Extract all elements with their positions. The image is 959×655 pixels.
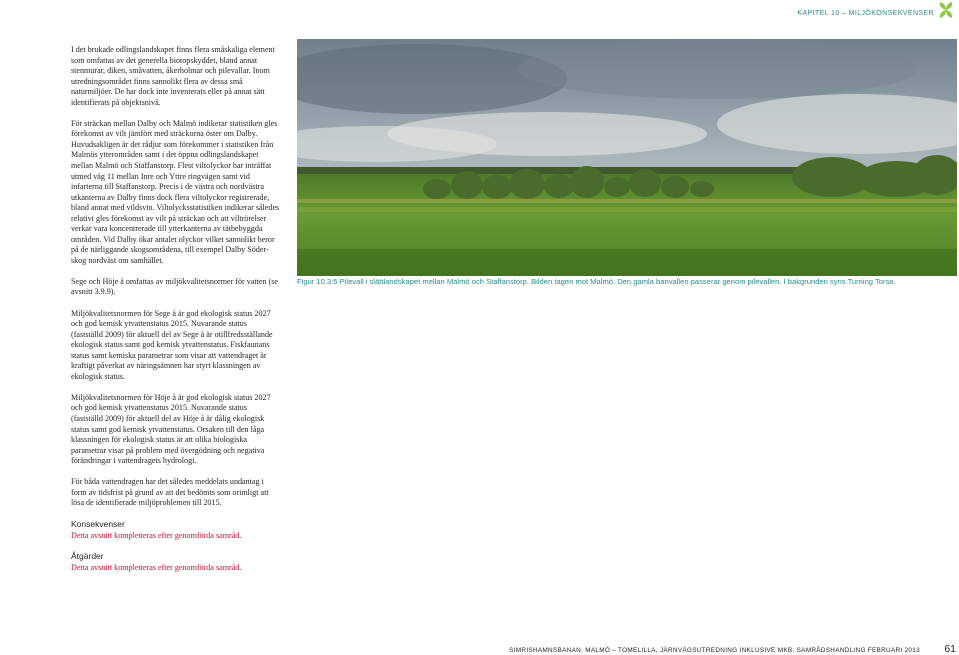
paragraph-hoje-a: Miljökvalitetsnormen för Höje å är god ekologisk status 2027 och god kemisk ytvattenstatus 2015. Nuvarande status (fastställd 2009) för aktuell del av Höje å är dålig ekologisk status samt god kemisk ytvattenstatus. Orsaken till den låga klassningen för ekologisk status är att olika biologiska parametrar visar på problem med övergödning och negativa förändringar i vattendragets hydrologi. <box>71 392 271 466</box>
left-text-column <box>71 45 280 582</box>
paragraph-water-norms: Sege och Höje å omfattas av miljökvalitetsnormer för vatten (se avsnitt 3.9.9). <box>71 276 278 297</box>
atgarder-text: Detta avsnitt kompletteras efter genomförda samråd. <box>71 562 242 572</box>
paragraph-sege-a: Miljökvalitetsnormen för Sege å är god ekologisk status 2027 och god kemisk ytvattenstatus 2015. Nuvarande status (fastställd 2009) för aktuell del av Sege å är otillfredsställande ekologisk status samt god kemisk ytvattenstatus. Fiskfaunans status samt kemiska parametrar som visar att vattendraget är kraftigt påverkat av näringsämnen har styrt klassningen av ekologisk status. <box>71 308 273 381</box>
paragraph-exemption: För båda vattendragen har det således meddelats undantag i form av tidsfrist på grund av att det bedömts som orimligt att lösa de identifierade miljöproblemen till 2015. <box>71 477 269 508</box>
chapter-header: KAPITEL 10 – MILJÖKONSEKVENSER <box>797 10 934 17</box>
heading-konsekvenser: Konsekvenser <box>71 519 125 530</box>
page-number: 61 <box>944 643 956 655</box>
leaf-logo-icon <box>936 1 956 19</box>
paragraph-wildlife: För sträckan mellan Dalby och Malmö indikerar statistiken gles förekomst av vilt jämfört med sträckorna öster om Dalby. Huvudsakligen är det rådjur som förekommer i statistiken från Malmös ytterområden samt i det öppna odlingslandskapet mellan Malmö och Staffanstorp. Flest viltolyckor har inträffat utmed väg 11 mellan Inre och Yttre ringvägen samt vid infarterna till Staffanstorp. Precis i de västra och nordvästra utkanterna av Dalby finns dock flera viltolyckor registrerade, bland annat med vildsvin. Viltolycksstatistiken indikerar således relativt gles förekomst av vilt på sträckan och att viltrörelser verkar vara koncentrerade till ytterkanterna av tätbebyggda områden. Vid Dalby ökar antalet olyckor vilket sannolikt beror på de närliggande skogsområdena, till exempel Dalby Söderskog nordväst om samhället. <box>71 118 280 265</box>
konsekvenser-text: Detta avsnitt kompletteras efter genomförda samråd. <box>71 531 242 541</box>
figure-caption: Figur 10.3:5 Pilevall i slättlandskapet mellan Malmö och Staffanstorp. Bilden tagen mot Malmö. Den gamla banvallen passerar genom pilevallen. I bakgrunden syns Turning Torso. <box>297 277 896 286</box>
landscape-photo <box>297 39 957 276</box>
heading-atgarder: Åtgärder <box>71 550 104 561</box>
footer-document-title: SIMRISHAMNSBANAN, MALMÖ – TOMELILLA, JÄRNVÄGSUTREDNING INKLUSIVE MKB. SAMRÅDSHANDLING FEBRUARI 2013 <box>509 647 920 654</box>
paragraph-biotopes: I det brukade odlingslandskapet finns flera småskaliga element som omfattas av det generella biotopskyddet, bland annat stenmurar, diken, småvatten, åkerholmar och pilevallar. Inom utredningsområdet finns sannolikt flera av dessa små naturmiljöer. De har dock inte inventerats eller på annat sätt identifierats på objektsnivå. <box>71 45 275 107</box>
